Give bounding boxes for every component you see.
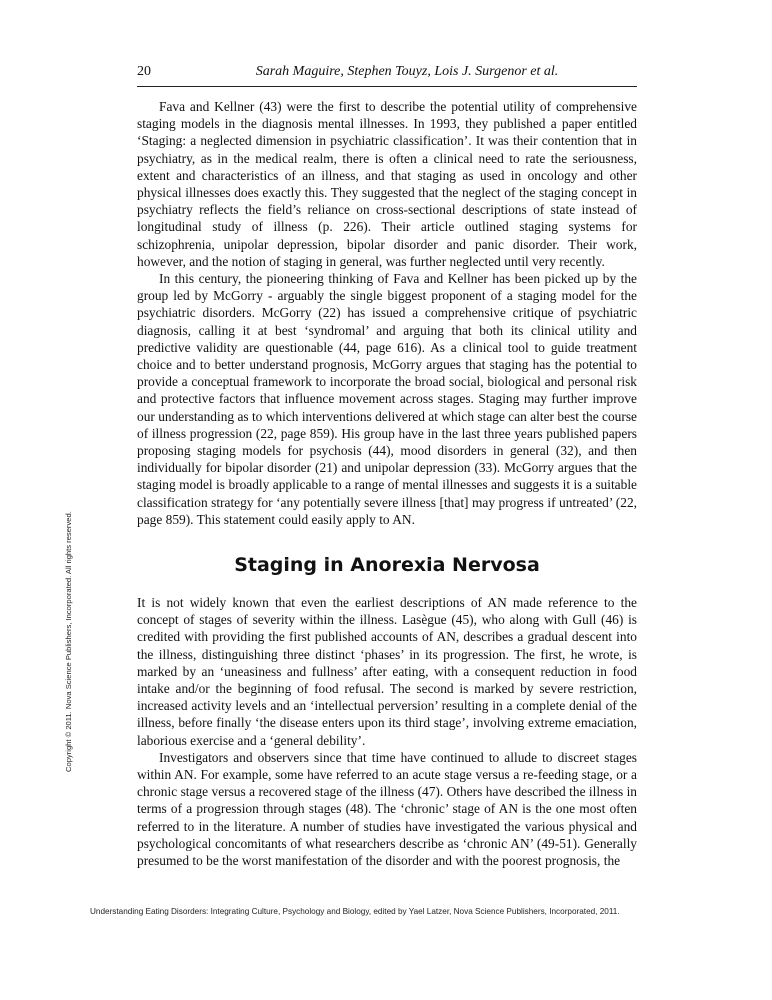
section-heading: Staging in Anorexia Nervosa xyxy=(234,554,540,576)
page-footer: Understanding Eating Disorders: Integrating Culture, Psychology and Biology, edited by Yael Latzer, Nova Science Publishers, Incorporated, 2011. xyxy=(90,907,620,916)
paragraph: Fava and Kellner (43) were the first to describe the potential utility of comprehensive staging models in the diagnosis mental illnesses. In 1993, they published a paper entitled ‘Staging: a neglected dimension in psychiatric classification’. It was their contention that in psychiatry, as in the medical realm, there is often a clinical need to rate the seriousness, extent and characteristics of an illness, and that staging as used in oncology and other physical illnesses does exactly this. They suggested that the neglect of the staging concept in psychiatry reflects the field’s reliance on cross-sectional descriptions of state instead of longitudinal study of illness (p. 226). Their article outlined staging systems for schizophrenia, unipolar depression, bipolar disorder and panic disorder. Their work, however, and the notion of staging in general, was further neglected until very recently. xyxy=(137,99,637,269)
page-number: 20 xyxy=(137,64,151,79)
paragraph: In this century, the pioneering thinking of Fava and Kellner has been picked up by the group led by McGorry - arguably the single biggest proponent of a staging model for the psychiatric disorders. McGorry (22) has issued a comprehensive critique of psychiatric diagnosis, calling it at best ‘syndromal’ and arguing that both its clinical utility and predictive validity are questionable (44, page 616). As a clinical tool to guide treatment choice and to better understand prognosis, McGorry argues that staging has the potential to provide a conceptual framework to incorporate the broad social, biological and personal risk and protective factors that influence movement across stages. Staging may further improve our understanding as to which interventions delivered at which stage can alter best the course of illness progression (22, page 859). His group have in the last three years published papers proposing staging models for psychosis (44), mood disorders in general (32), and then individually for bipolar disorder (21) and unipolar depression (33). McGorry argues that the staging model is broadly applicable to a range of mental illnesses and suggests it is a suitable classification strategy for ‘any potentially severe illness [that] may progress if untreated’ (22, page 859). This statement could easily apply to AN. xyxy=(137,271,637,527)
paragraph: Investigators and observers since that time have continued to allude to discreet stages within AN. For example, some have referred to an acute stage versus a re-feeding stage, or a chronic stage versus a recovered stage of the illness (47). Others have described the illness in terms of a progression through stages (48). The ‘chronic’ stage of AN is the one most often referred to in the literature. A number of studies have investigated the various physical and psychological concomitants of what researchers describe as ‘chronic AN’ (49-51). Generally presumed to be the worst manifestation of the disorder and with the poorest prognosis, the xyxy=(137,749,637,869)
side-copyright-notice: Copyright © 2011. Nova Science Publishers, Incorporated. All rights reserved. xyxy=(64,511,73,772)
running-head: Sarah Maguire, Stephen Touyz, Lois J. Surgenor et al. xyxy=(255,64,559,79)
body-text-top xyxy=(137,98,637,528)
paragraph: It is not widely known that even the earliest descriptions of AN made reference to the concept of stages of severity within the illness. Lasègue (45), who along with Gull (46) is credited with providing the first published accounts of AN, describes a gradual descent into the illness, distinguishing three distinct ‘phases’ in its progression. The first, he wrote, is marked by an ‘uneasiness and fullness’ after eating, with a consequent reduction in food intake and/or the beginning of food refusal. The second is marked by severe restriction, increased activity levels and an ‘intellectual perversion’ resulting in a complete denial of the illness, before finally ‘the disease enters upon its third stage’, involving extreme emaciation, laborious exercise and a ‘general debility’. xyxy=(137,595,637,748)
body-text-bottom xyxy=(137,594,637,869)
page-header xyxy=(137,64,637,87)
